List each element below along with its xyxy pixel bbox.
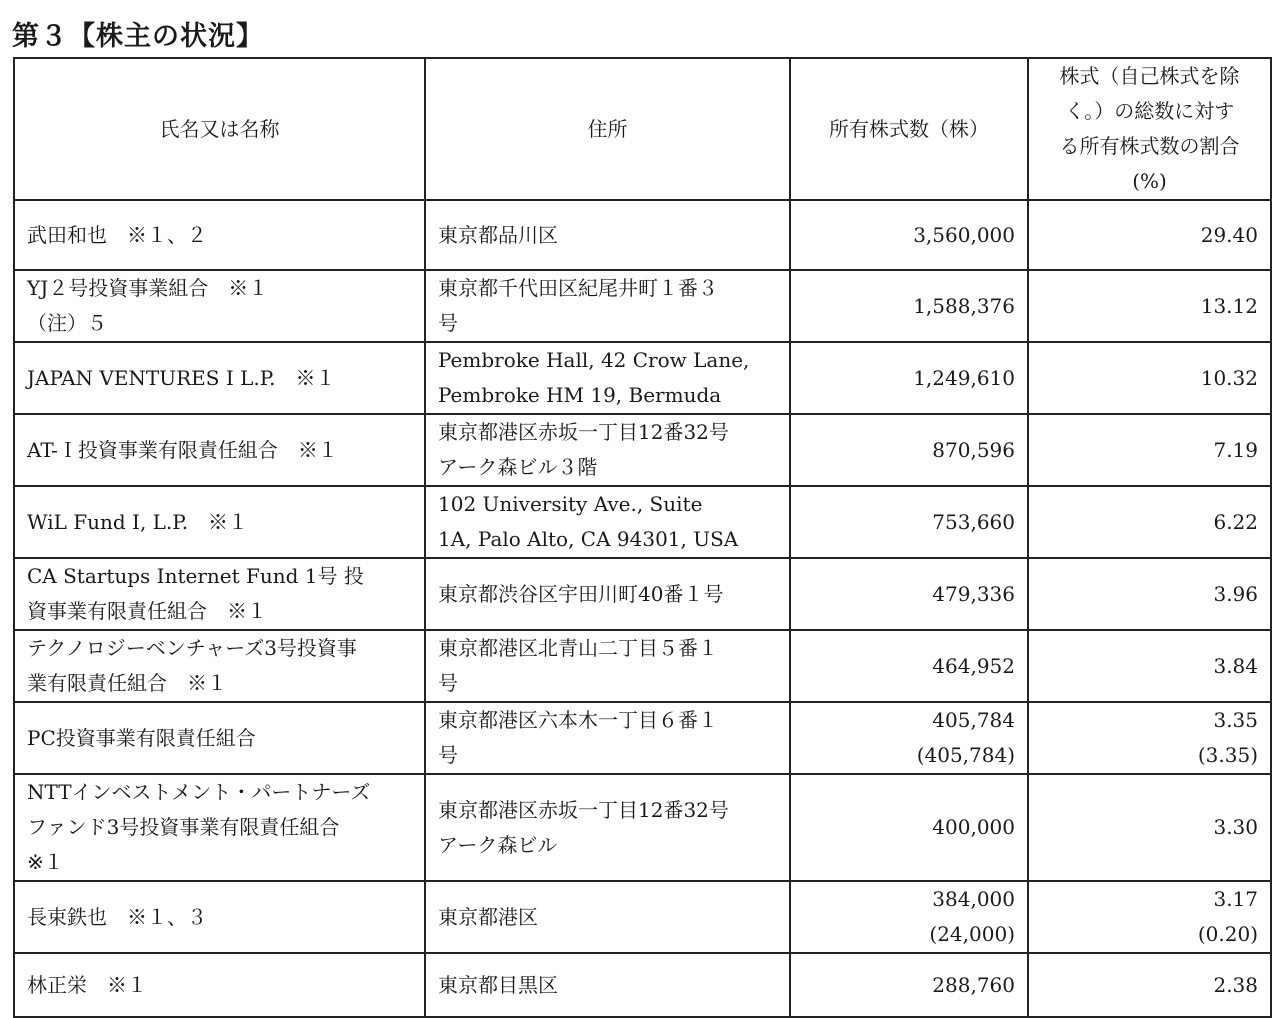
address-cell [425,270,790,342]
address-cell-line: 102 University Ave., Suite [438,492,703,516]
table-row [14,414,1271,486]
name-cell-line: JAPAN VENTURES I L.P. ※１ [27,365,336,390]
address-cell [425,414,790,486]
shares-cell [790,702,1028,774]
shares-cell-line: 405,784 [932,708,1015,732]
shares-cell-line: (24,000) [929,922,1015,946]
ratio-cell-line: 13.12 [1200,293,1258,318]
address-cell [425,342,790,414]
address-cell-line: アーク森ビル３階 [438,455,598,479]
name-cell-line: 業有限責任組合 ※１ [27,671,227,695]
table-row [14,630,1271,702]
header-ratio [1028,58,1271,200]
shares-cell [790,342,1028,414]
header-ratio-line: く。）の総数に対す [1064,99,1235,123]
shares-cell-line: 464,952 [932,653,1015,678]
shares-cell-line: 3,560,000 [913,222,1015,247]
table-row [14,702,1271,774]
name-cell [14,486,425,558]
shareholders-table [13,57,1272,1018]
address-cell-line: Pembroke HM 19, Bermuda [438,383,722,407]
ratio-cell-line: (0.20) [1197,922,1258,946]
name-cell-line: ※１ [27,850,64,874]
ratio-cell-line: 3.96 [1213,581,1258,606]
address-cell [425,774,790,881]
table-row [14,953,1271,1017]
name-cell [14,702,425,774]
shares-cell [790,558,1028,630]
address-cell [425,200,790,270]
name-cell-line: YJ２号投資事業組合 ※１ [27,276,269,300]
shares-cell-line: 753,660 [932,509,1015,534]
ratio-cell-line: 3.84 [1213,653,1258,678]
name-cell-line: 資事業有限責任組合 ※１ [27,599,267,623]
ratio-cell [1028,630,1271,702]
name-cell [14,558,425,630]
name-cell [14,342,425,414]
address-cell-line: 東京都品川区 [438,222,558,247]
ratio-cell [1028,702,1271,774]
ratio-cell [1028,414,1271,486]
address-cell-line: 号 [438,671,458,695]
table-row [14,881,1271,953]
address-cell [425,953,790,1017]
name-cell [14,953,425,1017]
ratio-cell-line: 3.35 [1213,708,1258,732]
ratio-cell-line: 3.17 [1213,887,1258,911]
ratio-cell [1028,953,1271,1017]
table-row [14,774,1271,881]
ratio-cell [1028,558,1271,630]
address-cell-line: 号 [438,743,458,767]
table-row [14,200,1271,270]
ratio-cell [1028,486,1271,558]
header-name: 氏名又は名称 [14,58,425,200]
table-row [14,558,1271,630]
ratio-cell-line: (3.35) [1197,743,1258,767]
name-cell-line: 武田和也 ※１、２ [27,222,207,247]
address-cell-line: アーク森ビル [438,832,558,857]
address-cell-line: 東京都港区北青山二丁目５番１ [438,636,718,660]
address-cell-line: 1A, Palo Alto, CA 94301, USA [438,527,739,551]
name-cell-line: CA Startups Internet Fund 1号 投 [27,564,364,588]
header-address: 住所 [425,58,790,200]
ratio-cell [1028,774,1271,881]
name-cell [14,270,425,342]
address-cell [425,630,790,702]
name-cell [14,200,425,270]
address-cell-line: 東京都港区六本木一丁目６番１ [438,708,718,732]
name-cell-line: AT-Ｉ投資事業有限責任組合 ※１ [27,437,338,462]
shares-cell-line: 1,588,376 [913,293,1015,318]
shares-cell-line: 1,249,610 [913,365,1015,390]
ratio-cell [1028,342,1271,414]
header-shares: 所有株式数（株） [790,58,1028,200]
table-row [14,342,1271,414]
name-cell [14,881,425,953]
shares-cell [790,414,1028,486]
address-cell-line: 東京都目黒区 [438,972,558,997]
name-cell-line: ファンド3号投資事業有限責任組合 [27,815,340,839]
address-cell [425,486,790,558]
shares-cell-line: 479,336 [932,581,1015,606]
shares-cell-line: (405,784) [916,743,1015,767]
address-cell-line: 東京都港区赤坂一丁目12番32号 [438,797,729,822]
table-header-row [14,58,1271,200]
ratio-cell-line: 10.32 [1200,365,1258,390]
name-cell-line: 長束鉄也 ※１、３ [27,904,207,929]
ratio-cell-line: 29.40 [1200,222,1258,247]
name-cell-line: テクノロジーベンチャーズ3号投資事 [27,636,357,660]
shares-cell-line: 288,760 [932,972,1015,997]
shares-cell [790,953,1028,1017]
address-cell-line: 東京都港区赤坂一丁目12番32号 [438,420,729,444]
ratio-cell [1028,270,1271,342]
address-cell-line: 東京都港区 [438,904,538,929]
name-cell [14,414,425,486]
shares-cell [790,630,1028,702]
address-cell-line: 東京都渋谷区宇田川町40番１号 [438,581,724,606]
address-cell [425,702,790,774]
ratio-cell-line: 6.22 [1213,509,1258,534]
header-ratio-line: る所有株式数の割合 [1059,134,1240,158]
name-cell-line: （注）５ [27,311,107,335]
address-cell-line: Pembroke Hall, 42 Crow Lane, [438,348,750,372]
table-row [14,486,1271,558]
table-row [14,270,1271,342]
table-body [14,200,1271,1017]
header-ratio-line: (%) [1132,169,1167,193]
shares-cell [790,486,1028,558]
shares-cell [790,270,1028,342]
name-cell-line: PC投資事業有限責任組合 [27,725,256,750]
name-cell-line: NTTインベストメント・パートナーズ [27,780,371,804]
shares-cell [790,774,1028,881]
address-cell-line: 号 [438,311,458,335]
name-cell-line: WiL Fund I, L.P. ※１ [27,509,249,534]
header-ratio-line: 株式（自己株式を除 [1059,64,1240,88]
shares-cell [790,881,1028,953]
shares-cell [790,200,1028,270]
address-cell [425,881,790,953]
name-cell-line: 林正栄 ※１ [27,972,147,997]
address-cell [425,558,790,630]
shares-cell-line: 384,000 [932,887,1015,911]
ratio-cell-line: 2.38 [1213,972,1258,997]
shares-cell-line: 400,000 [932,815,1015,839]
ratio-cell-line: 3.30 [1213,815,1258,839]
address-cell-line: 東京都千代田区紀尾井町１番３ [438,276,718,300]
ratio-cell [1028,881,1271,953]
name-cell [14,774,425,881]
ratio-cell-line: 7.19 [1213,437,1258,462]
ratio-cell [1028,200,1271,270]
shares-cell-line: 870,596 [932,437,1015,462]
page-title: 第３【株主の状況】 [12,21,264,52]
name-cell [14,630,425,702]
